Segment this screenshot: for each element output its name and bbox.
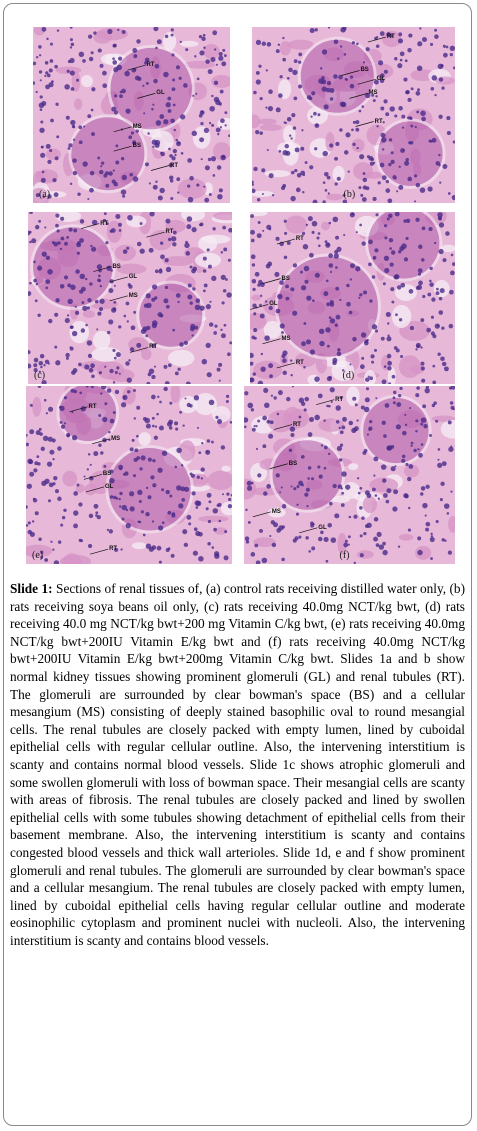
tissue-texture bbox=[252, 27, 455, 203]
structure-label: RT bbox=[88, 403, 97, 410]
structure-label: RT bbox=[386, 34, 395, 41]
structure-label: RT bbox=[149, 344, 158, 351]
micrograph-panel-c bbox=[28, 212, 232, 384]
structure-label: RT bbox=[292, 421, 301, 428]
structure-label: RT bbox=[295, 236, 304, 243]
structure-label: BS bbox=[132, 143, 141, 150]
micrograph-panel-a bbox=[33, 27, 230, 203]
structure-label: GL bbox=[269, 301, 278, 308]
panel-letter: (e) bbox=[32, 550, 44, 561]
panel-letter: (a) bbox=[39, 189, 51, 200]
micrograph-panel-b bbox=[252, 27, 455, 203]
panel-letter: (d) bbox=[342, 370, 355, 381]
structure-label: MS bbox=[368, 90, 378, 97]
micrograph-panel-f bbox=[244, 386, 455, 564]
structure-label: MS bbox=[281, 335, 291, 342]
structure-label: BS bbox=[360, 67, 369, 74]
micrograph-panel-e bbox=[26, 386, 232, 564]
structure-label: BS bbox=[288, 460, 298, 467]
structure-label: MS bbox=[132, 123, 142, 130]
tissue-texture bbox=[26, 386, 232, 564]
structure-label: MS bbox=[111, 435, 121, 442]
structure-label: RT bbox=[170, 162, 179, 169]
structure-label: GL bbox=[318, 524, 327, 531]
micrograph-panel-d bbox=[250, 212, 455, 384]
tissue-texture bbox=[244, 386, 455, 564]
tissue-texture bbox=[250, 212, 455, 384]
structure-label: RT bbox=[374, 118, 383, 125]
structure-label: BS bbox=[281, 275, 290, 282]
tissue-texture bbox=[33, 27, 230, 203]
structure-label: RT bbox=[109, 546, 118, 553]
structure-label: RT bbox=[146, 62, 155, 69]
structure-label: GL bbox=[376, 76, 386, 83]
figure-caption bbox=[10, 580, 465, 949]
structure-label: MS bbox=[128, 292, 138, 299]
structure-label: BS bbox=[112, 263, 121, 270]
panel-letter: (b) bbox=[343, 189, 356, 200]
structure-label: MS bbox=[271, 508, 281, 515]
structure-label: RT bbox=[335, 396, 344, 403]
structure-label: GL bbox=[104, 483, 114, 490]
structure-label: RT bbox=[295, 359, 304, 366]
structure-label: GL bbox=[156, 90, 165, 97]
structure-label: BS bbox=[102, 471, 112, 478]
panel-letter: (c) bbox=[34, 370, 46, 381]
structure-label: RT bbox=[100, 220, 109, 227]
caption-lead: Slide 1: bbox=[10, 581, 53, 596]
panel-letter: (f) bbox=[339, 550, 350, 561]
structure-label: GL bbox=[128, 273, 138, 280]
caption-text: Sections of renal tissues of, (a) control rats receiving distilled water only, (b) rats receiving soya beans oil only, (c) rats receiving 40.0mg NCT/kg bwt, (d) rats receiving 40.0 mg NCT/kg bwt+200 mg Vitamin C/kg bwt, (e) rats receiving 40.0mg NCT/kg bwt+200IU Vitamin E/kg bwt and (f) rats receiving 40.0mg NCT/kg bwt+200IU Vitamin E/kg bwt+200mg Vitamin C/kg bwt. Slides 1a and b show normal kidney tissues showing prominent glomeruli (GL) and renal tubules (RT). The glomeruli are surrounded by clear bowman's space (BS) and a cellular mesangium (MS) consisting of deeply stained basophilic oval to round mesangial cells. The renal tubules are closely packed with empty lumen, lined by cuboidal epithelial cells with regular cellular outline. Also, the intervening interstitium is scanty and contains normal blood vessels. Slide 1c shows atrophic glomeruli and some swollen glomeruli with loss of bowman space. Their mesangial cells are scanty with areas of fibrosis. The renal tubules are closely packed and lined by swollen epithelial cells with some tubules showing detachment of epithelial cells from their basement membrane. Also, the intervening interstitium is scanty and contains congested blood vessels and thick wall arterioles. Slide 1d, e and f show prominent glomeruli and renal tubules. The glomeruli are surrounded by clear bowman's space and a cellular mesangium. The renal tubules are closely packed with empty lumen, lined by cuboidal epithelial cells having regular cellular outline and moderate eosinophilic cytoplasm and prominent nuclei with nucleoli. Also, the intervening interstitium is scanty and contains blood vessels. bbox=[10, 581, 466, 948]
structure-label: RT bbox=[165, 229, 174, 236]
